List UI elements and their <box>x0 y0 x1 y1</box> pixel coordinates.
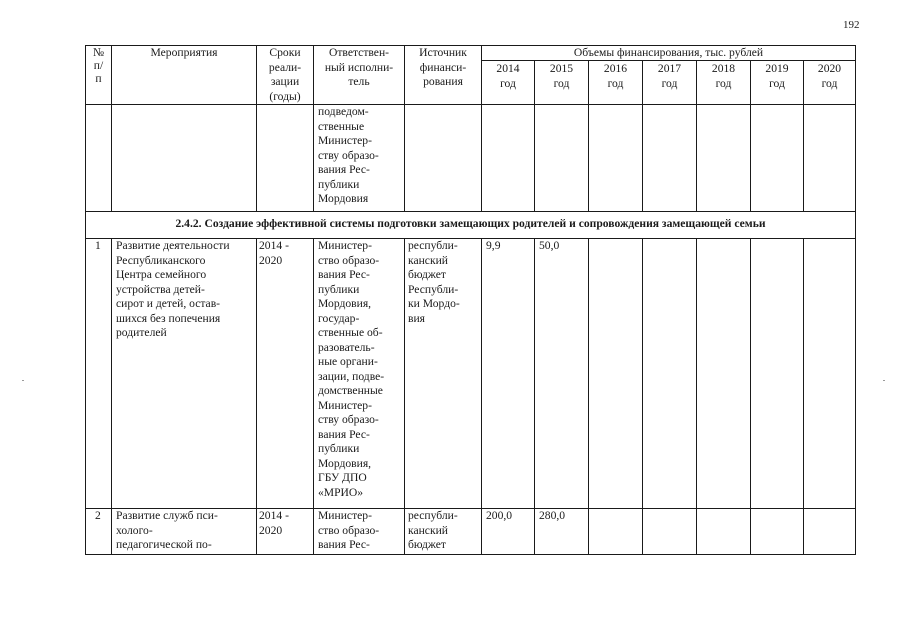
header-year-2018: 2018 год <box>711 62 736 90</box>
header-financing: Объемы финансирования, тыс. рублей <box>573 46 764 59</box>
header-year-2015: 2015 год <box>549 62 574 90</box>
row-1-num: 1 <box>95 239 101 252</box>
header-num: № п/ п <box>92 46 105 85</box>
row-1-2014: 9,9 <box>486 239 501 252</box>
header-year-2019: 2019 год <box>765 62 789 90</box>
row-2-source: республи- канский бюджет <box>408 509 458 551</box>
page-number: 192 <box>843 19 860 31</box>
row-1-terms: 2014 - 2020 <box>259 239 289 267</box>
row-1-source: республи- канский бюджет Республи- ки Мордо- вия <box>408 239 460 325</box>
header-responsible: Ответствен- ный исполни- тель <box>324 46 394 88</box>
row-2-2015: 280,0 <box>539 509 566 522</box>
header-measures: Мероприятия <box>150 46 218 59</box>
row-2-num: 2 <box>95 509 101 522</box>
row-1-measure: Развитие деятельности Республиканского Центра семейного устройства детей- сирот и детей, остав- шихся без попечения родителей <box>116 239 230 339</box>
header-year-2017: 2017 год <box>657 62 682 90</box>
row-2-terms: 2014 - 2020 <box>259 509 289 537</box>
row-1-2015: 50,0 <box>539 239 560 252</box>
header-year-2016: 2016 год <box>603 62 628 90</box>
scan-speck <box>883 380 885 381</box>
row-2-2014: 200,0 <box>486 509 513 522</box>
row-2-responsible: Министер- ство образо- вания Рес- <box>318 509 380 551</box>
header-year-2020: 2020 год <box>817 62 842 90</box>
section-title: 2.4.2. Создание эффективной системы подготовки замещающих родителей и сопровождения замещающей семьи <box>175 217 766 230</box>
header-source: Источник финанси- рования <box>419 46 467 88</box>
header-year-2014: 2014 год <box>496 62 520 90</box>
scan-speck <box>22 380 24 381</box>
row-2-measure: Развитие служб пси- холого- педагогической по- <box>116 509 218 551</box>
header-terms: Сроки реали- зации (годы) <box>268 46 302 103</box>
row-1-responsible: Министер- ство образо- вания Рес- публики Мордовия, государ- ственные об- разователь- ные органи- зации, подве- домственные Министер- ству образо- вания Рес- публики Мордовия, ГБУ ДПО «МРИО» <box>318 239 385 499</box>
continuation-responsible: подведом- ственные Министер- ству образо- вания Рес- публики Мордовия <box>318 105 379 205</box>
